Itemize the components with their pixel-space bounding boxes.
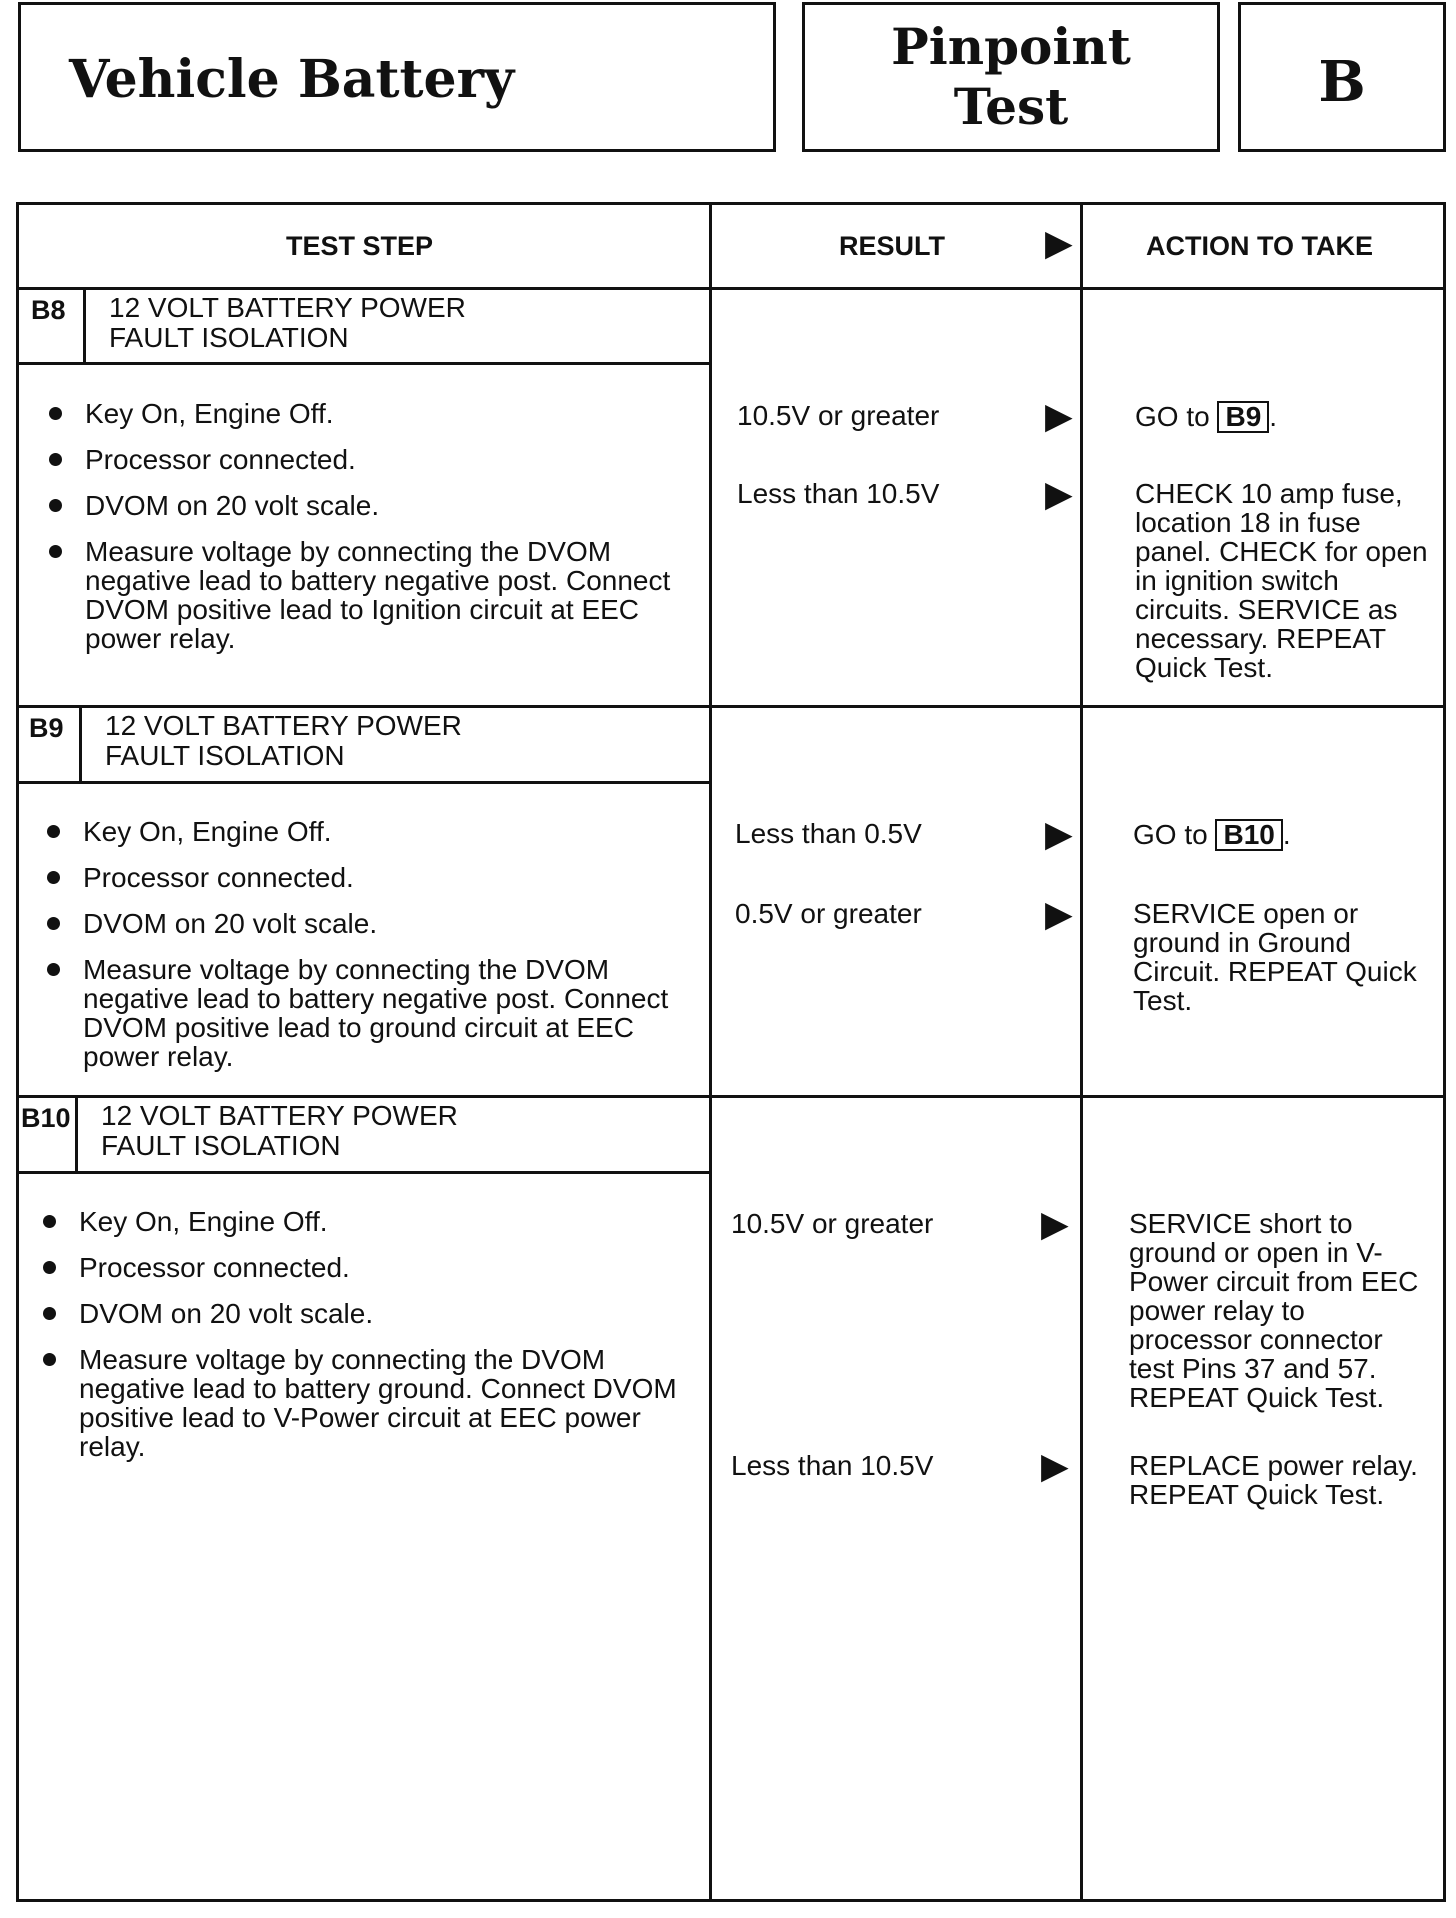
result-arrow-icon: ▶ bbox=[1045, 893, 1073, 934]
result-arrow-icon: ▶ bbox=[1041, 1203, 1069, 1244]
column-header-test-step: TEST STEP bbox=[286, 231, 434, 261]
list-item: Measure voltage by connecting the DVOM negative lead to battery negative post. Connect DVOM positive lead to Ignition circuit at EEC power relay. bbox=[49, 537, 689, 653]
step-id-divider bbox=[75, 1095, 78, 1173]
list-item: Key On, Engine Off. bbox=[43, 1207, 693, 1236]
bullet-dot-icon bbox=[47, 871, 60, 884]
result-arrow-icon: ▶ bbox=[1045, 473, 1073, 514]
step-id: B8 bbox=[31, 295, 66, 325]
result-label: 10.5V or greater bbox=[731, 1208, 934, 1239]
test-letter-box bbox=[1238, 2, 1446, 152]
list-item: Key On, Engine Off. bbox=[49, 399, 689, 428]
bullet-dot-icon bbox=[47, 963, 60, 976]
pinpoint-line-2: Test bbox=[953, 77, 1069, 136]
step-divider bbox=[19, 705, 1443, 708]
step-title bbox=[101, 1101, 458, 1161]
step-reference-box: B10 bbox=[1215, 819, 1282, 851]
page-title: Vehicle Battery bbox=[69, 49, 515, 110]
step-reference-box: B9 bbox=[1217, 401, 1269, 433]
bullet-dot-icon bbox=[43, 1215, 56, 1228]
result-arrow-icon: ▶ bbox=[1045, 395, 1073, 436]
result-arrow-icon: ▶ bbox=[1045, 813, 1073, 854]
step-title-line-1: 12 VOLT BATTERY POWER bbox=[105, 710, 462, 741]
action-text: SERVICE short to ground or open in V-Power circuit from EEC power relay to processor connector test Pins 37 and 57. REPEAT Quick Test. bbox=[1129, 1208, 1419, 1413]
step-id-divider bbox=[83, 287, 86, 365]
column-header-result: RESULT bbox=[839, 231, 945, 261]
list-item: Processor connected. bbox=[49, 445, 689, 474]
header-arrow-icon: ▶ bbox=[1045, 222, 1073, 263]
step-id-divider bbox=[79, 705, 82, 783]
pinpoint-test-box bbox=[802, 2, 1220, 152]
step-title-divider bbox=[19, 1171, 709, 1174]
bullet-dot-icon bbox=[43, 1261, 56, 1274]
bullet-dot-icon bbox=[49, 545, 62, 558]
action-text: GO to B10 . bbox=[1133, 819, 1291, 850]
list-item: Processor connected. bbox=[47, 863, 687, 892]
list-item: Measure voltage by connecting the DVOM negative lead to battery ground. Connect DVOM positive lead to V-Power circuit at EEC power relay. bbox=[43, 1345, 693, 1461]
column-divider-result bbox=[709, 205, 712, 1899]
step-title bbox=[105, 711, 462, 771]
result-label: 0.5V or greater bbox=[735, 898, 922, 929]
list-item: DVOM on 20 volt scale. bbox=[47, 909, 687, 938]
result-label: Less than 0.5V bbox=[735, 818, 922, 849]
bullet-dot-icon bbox=[49, 453, 62, 466]
test-letter: B bbox=[1318, 49, 1366, 115]
list-item: Key On, Engine Off. bbox=[47, 817, 687, 846]
step-title-line-2: FAULT ISOLATION bbox=[101, 1130, 341, 1161]
step-title-divider bbox=[19, 362, 709, 365]
step-bullet-list bbox=[43, 1207, 693, 1478]
step-title bbox=[109, 293, 466, 353]
step-title-line-1: 12 VOLT BATTERY POWER bbox=[109, 292, 466, 323]
bullet-dot-icon bbox=[43, 1307, 56, 1320]
step-bullet-list bbox=[47, 817, 687, 1088]
header-row-divider bbox=[19, 287, 1443, 290]
action-text: SERVICE open or ground in Ground Circuit. REPEAT Quick Test. bbox=[1133, 898, 1417, 1016]
action-text: REPLACE power relay. REPEAT Quick Test. bbox=[1129, 1450, 1418, 1510]
bullet-dot-icon bbox=[47, 917, 60, 930]
step-title-line-1: 12 VOLT BATTERY POWER bbox=[101, 1100, 458, 1131]
step-title-line-2: FAULT ISOLATION bbox=[109, 322, 349, 353]
pinpoint-line-1: Pinpoint bbox=[891, 17, 1131, 76]
step-bullet-list bbox=[49, 399, 689, 670]
bullet-dot-icon bbox=[49, 499, 62, 512]
bullet-dot-icon bbox=[47, 825, 60, 838]
result-label: Less than 10.5V bbox=[731, 1450, 934, 1481]
action-text: CHECK 10 amp fuse, location 18 in fuse panel. CHECK for open in ignition switch circuits. SERVICE as necessary. REPEAT Quick Test. bbox=[1135, 478, 1428, 683]
bullet-dot-icon bbox=[49, 407, 62, 420]
column-divider-action bbox=[1080, 205, 1083, 1899]
step-id: B10 bbox=[21, 1103, 71, 1133]
result-label: Less than 10.5V bbox=[737, 478, 940, 509]
list-item: Processor connected. bbox=[43, 1253, 693, 1282]
title-box bbox=[18, 2, 776, 152]
step-title-divider bbox=[19, 781, 709, 784]
result-label: 10.5V or greater bbox=[737, 400, 940, 431]
result-arrow-icon: ▶ bbox=[1041, 1445, 1069, 1486]
pinpoint-test-label bbox=[805, 17, 1217, 137]
list-item: Measure voltage by connecting the DVOM negative lead to battery negative post. Connect DVOM positive lead to ground circuit at EEC power relay. bbox=[47, 955, 687, 1071]
list-item: DVOM on 20 volt scale. bbox=[49, 491, 689, 520]
step-divider bbox=[19, 1095, 1443, 1098]
bullet-dot-icon bbox=[43, 1353, 56, 1366]
column-header-action: ACTION TO TAKE bbox=[1146, 231, 1373, 261]
action-text: GO to B9 . bbox=[1135, 401, 1278, 432]
step-title-line-2: FAULT ISOLATION bbox=[105, 740, 345, 771]
pinpoint-test-table bbox=[16, 202, 1446, 1902]
step-id: B9 bbox=[29, 713, 64, 743]
list-item: DVOM on 20 volt scale. bbox=[43, 1299, 693, 1328]
